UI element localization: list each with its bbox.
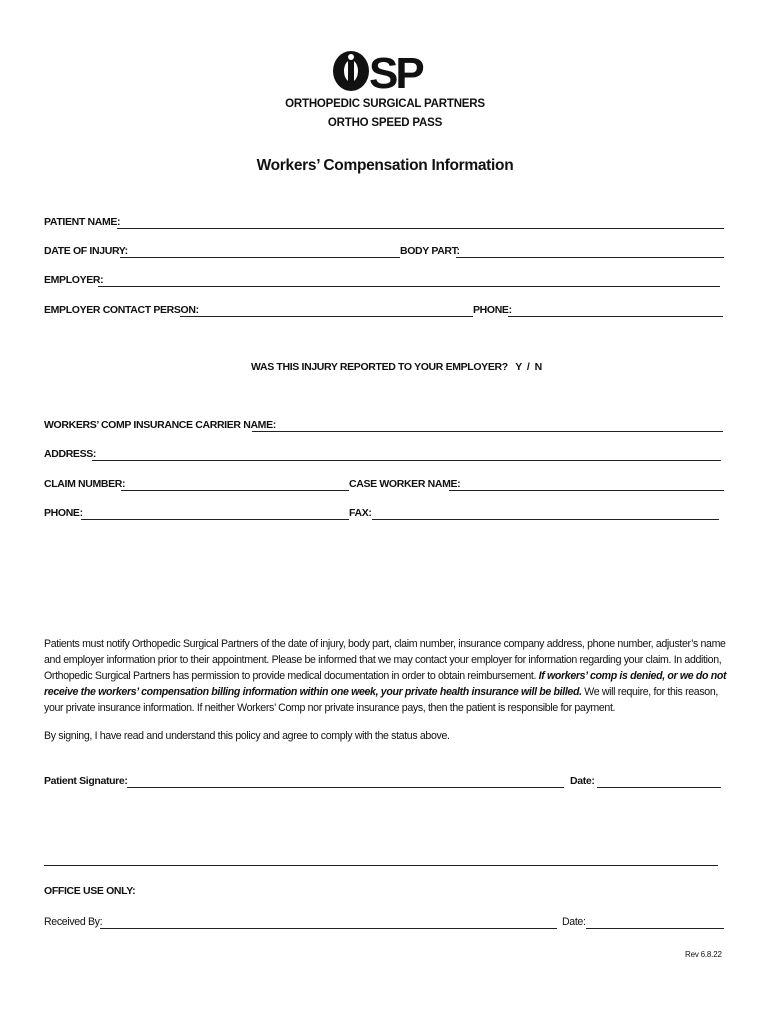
address-field[interactable] bbox=[92, 460, 721, 461]
carrier-phone-field[interactable] bbox=[81, 519, 349, 520]
employer-phone-label: PHONE: bbox=[473, 304, 512, 316]
received-by-field[interactable] bbox=[100, 928, 557, 929]
employer-contact-label: EMPLOYER CONTACT PERSON: bbox=[44, 304, 199, 316]
claim-number-label: CLAIM NUMBER: bbox=[44, 478, 126, 490]
signature-date-label: Date: bbox=[570, 775, 595, 787]
injury-reported-question: WAS THIS INJURY REPORTED TO YOUR EMPLOYER? Y / N bbox=[251, 361, 542, 373]
carrier-phone-label: PHONE: bbox=[44, 507, 83, 519]
received-by-label: Received By: bbox=[44, 916, 103, 928]
employer-contact-field[interactable] bbox=[180, 316, 473, 317]
date-of-injury-field[interactable] bbox=[120, 257, 400, 258]
patient-signature-label: Patient Signature: bbox=[44, 775, 128, 787]
patient-name-field[interactable] bbox=[117, 228, 724, 229]
osp-logo bbox=[331, 48, 437, 94]
fax-field[interactable] bbox=[372, 519, 719, 520]
patient-name-label: PATIENT NAME: bbox=[44, 216, 121, 228]
body-part-label: BODY PART: bbox=[400, 245, 460, 257]
case-worker-label: CASE WORKER NAME: bbox=[349, 478, 461, 490]
revision-label: Rev 6.8.22 bbox=[685, 950, 722, 959]
employer-phone-field[interactable] bbox=[508, 316, 723, 317]
program-name: ORTHO SPEED PASS bbox=[327, 117, 443, 129]
claim-number-field[interactable] bbox=[121, 490, 349, 491]
office-date-field[interactable] bbox=[586, 928, 724, 929]
fax-label: FAX: bbox=[349, 507, 372, 519]
patient-signature-field[interactable] bbox=[127, 787, 564, 788]
employer-field[interactable] bbox=[98, 286, 720, 287]
carrier-name-field[interactable] bbox=[252, 431, 723, 432]
date-of-injury-label: DATE OF INJURY: bbox=[44, 245, 128, 257]
policy-emphasis: If workers’ comp is denied, or we do not receive the workers’ compensation billing information within one week, your private health insurance will be billed. bbox=[44, 670, 727, 698]
signature-date-field[interactable] bbox=[597, 787, 721, 788]
form-title: Workers’ Compensation Information bbox=[256, 157, 514, 174]
office-date-label: Date: bbox=[562, 916, 586, 928]
carrier-name-label: WORKERS’ COMP INSURANCE CARRIER NAME: bbox=[44, 419, 276, 431]
body-part-field[interactable] bbox=[456, 257, 724, 258]
policy-text-1: Patients must notify Orthopedic Surgical Partners of the date of injury, body part, claim number, insurance company address, phone number, adjuster’s name and employer information prior to their appointment. Please be informed that we may contact your employer for information regarding your claim. In addition, Orthopedic Surgical Partners has permission to provide medical documentation in order to obtain reimbursement. bbox=[44, 638, 726, 682]
policy-paragraph bbox=[44, 636, 729, 716]
employer-label: EMPLOYER: bbox=[44, 274, 104, 286]
agreement-statement: By signing, I have read and understand this policy and agree to comply with the status above. bbox=[44, 730, 450, 742]
case-worker-field[interactable] bbox=[449, 490, 724, 491]
policy-text-2: We will require, for this reason, your private insurance information. If neither Workers’ Comp nor private insurance pays, then the patient is responsible for payment. bbox=[44, 686, 718, 714]
address-label: ADDRESS: bbox=[44, 448, 97, 460]
section-divider bbox=[44, 865, 718, 866]
office-use-title: OFFICE USE ONLY: bbox=[44, 885, 136, 897]
org-name: ORTHOPEDIC SURGICAL PARTNERS bbox=[285, 98, 485, 110]
svg-text:SP: SP bbox=[369, 49, 422, 94]
